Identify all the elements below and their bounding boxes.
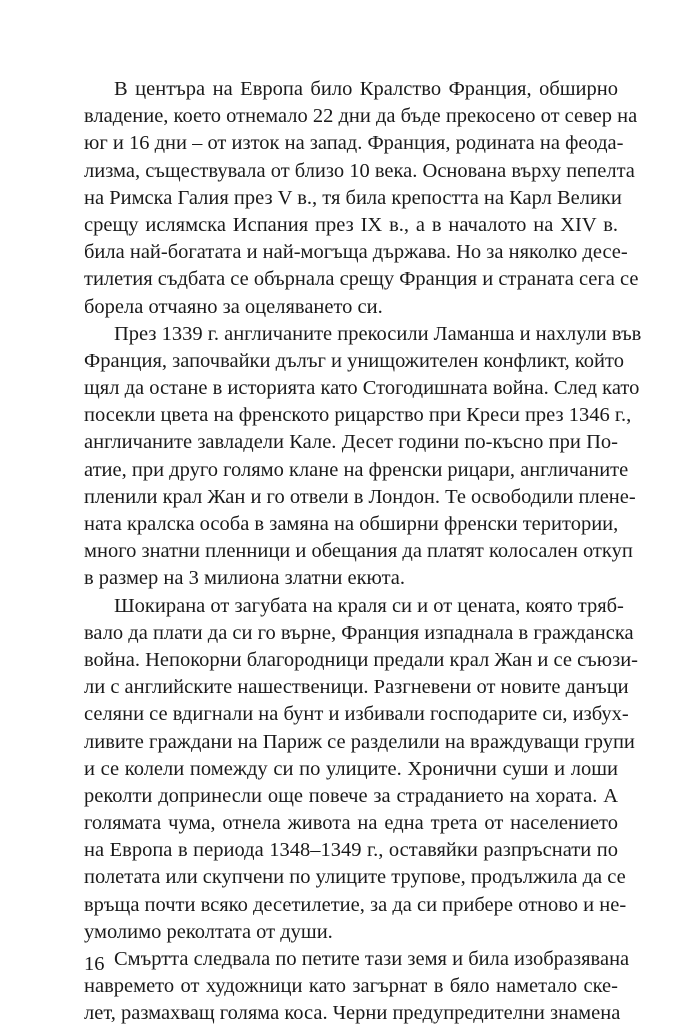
- text-line: тилетия съдбата се обърнала срещу Франция и страната сега се: [84, 268, 639, 291]
- text-line: юг и 16 дни – от изток на запад. Франция, родината на феода-: [84, 132, 624, 155]
- text-line: умолимо реколтата от души.: [84, 920, 333, 943]
- text-line: връща почти всяко десетилетие, за да си прибере отново и не-: [84, 893, 627, 916]
- text-line: и се колели помежду си по улиците. Хронични суши и лоши: [84, 757, 618, 780]
- text-line: война. Непокорни благородници предали крал Жан и се съюзи-: [84, 648, 638, 671]
- text-line: вало да плати да си го върне, Франция изпаднала в гражданска: [84, 621, 634, 644]
- text-line: реколти допринесли още повече за страданието на хората. А: [84, 784, 618, 807]
- text-line: лизма, съществувала от близо 10 века. Основана върху пепелта: [84, 159, 635, 182]
- paragraph: [84, 321, 642, 593]
- body-text: [84, 76, 642, 1028]
- text-line: ли с английските нашественици. Разгневени от новите данъци: [84, 676, 629, 699]
- text-line: Смъртта следвала по петите тази земя и била изобразявана: [114, 948, 630, 970]
- text-line: Шокирана от загубата на краля си и от цената, която тряб-: [114, 594, 624, 617]
- text-line: пленили крал Жан и го отвели в Лондон. Те освободили плене-: [84, 485, 636, 508]
- text-line: щял да остане в историята като Стогодишната война. След като: [84, 377, 640, 400]
- text-line: Франция, започвайки дълъг и унищожителен конфликт, който: [84, 349, 624, 372]
- text-line: През 1339 г. англичаните прекосили Ламанша и нахлули във: [114, 322, 642, 345]
- text-line: голямата чума, отнела живота на една трета от населението: [84, 812, 618, 835]
- text-line: борела отчаяно за оцеляването си.: [84, 295, 383, 318]
- page-number: 16: [84, 953, 105, 975]
- text-line: англичаните завладели Кале. Десет години по-късно при По-: [84, 431, 618, 454]
- text-line: много знатни пленници и обещания да платят колосален откуп: [84, 540, 633, 563]
- paragraph: [84, 76, 639, 321]
- text-line: В центъра на Европа било Кралство Франция, обширно: [114, 78, 618, 100]
- text-line: на Римска Галия през V в., тя била крепостта на Карл Велики: [84, 186, 622, 209]
- text-line: владение, което отнемало 22 дни да бъде прекосено от север на: [84, 105, 638, 128]
- text-line: срещу ислямска Испания през IX в., а в началото на XIV в.: [84, 213, 618, 236]
- text-line: ната кралска особа в замяна на обширни френски територии,: [84, 513, 619, 535]
- text-line: лет, размахващ голяма коса. Черни предупредителни знамена: [84, 1002, 621, 1025]
- paragraph: [84, 593, 638, 946]
- text-line: селяни се вдигнали на бунт и избивали господарите си, избух-: [84, 703, 629, 726]
- text-line: на Европа в периода 1348–1349 г., оставяйки разпръснати по: [84, 839, 618, 862]
- text-line: атие, при друго голямо клане на френски рицари, англичаните: [84, 458, 629, 481]
- paragraph: [84, 946, 630, 1028]
- text-line: полетата или скупчени по улиците трупове, продължила да се: [84, 866, 626, 889]
- text-line: ливите граждани на Париж се разделили на враждуващи групи: [84, 730, 635, 753]
- text-line: посекли цвета на френското рицарство при Креси през 1346 г.,: [84, 404, 632, 427]
- text-line: навремето от художници като загърнат в бяло наметало ске-: [84, 975, 618, 998]
- text-line: в размер на 3 милиона златни екюта.: [84, 567, 406, 590]
- text-line: била най-богатата и най-могъща държава. Но за няколко десе-: [84, 241, 628, 264]
